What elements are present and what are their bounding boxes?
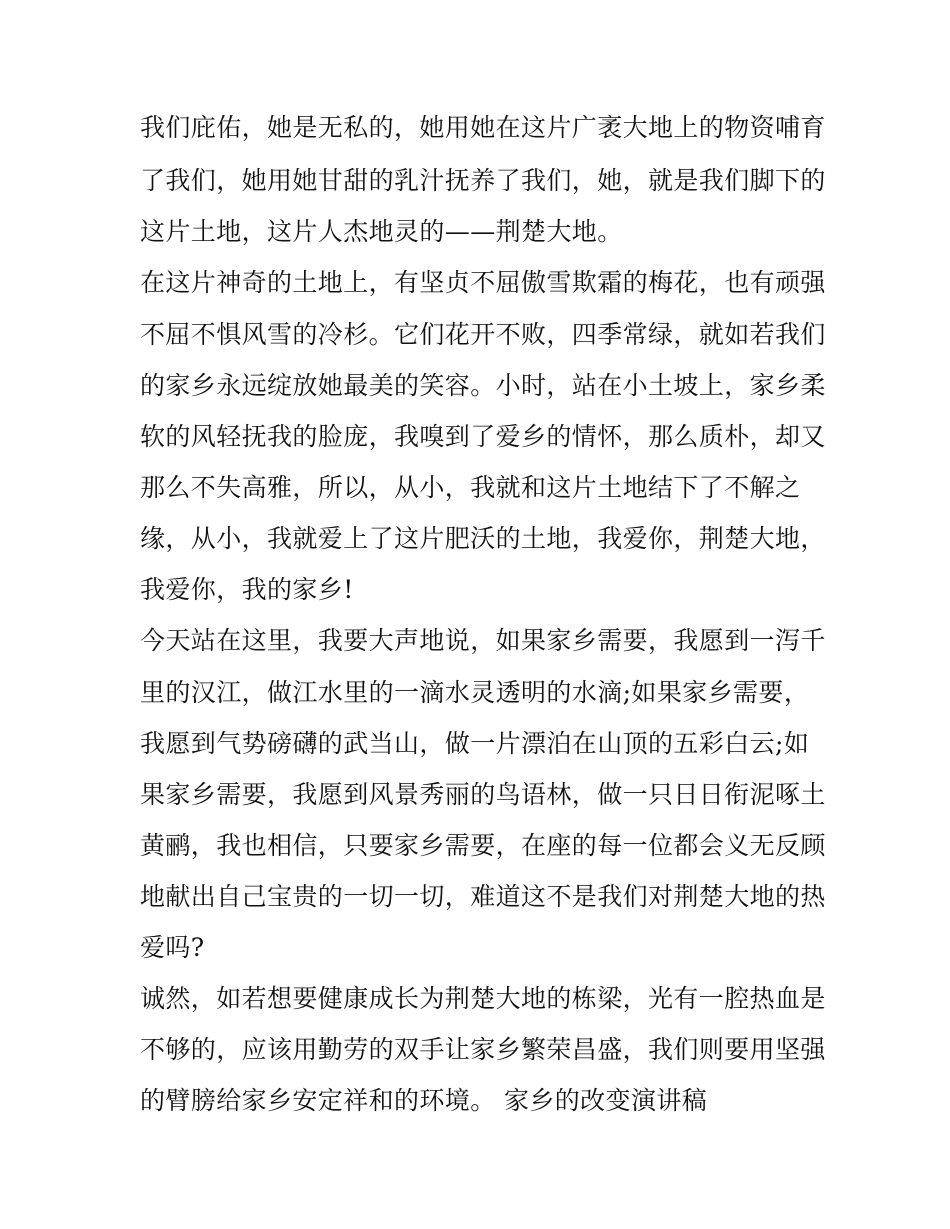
text-line: 我们庇佑，她是无私的，她用她在这片广袤大地上的物资哺育 (140, 113, 826, 142)
text-line: 我愿到气势磅礴的武当山，做一片漂泊在山顶的五彩白云;如 (140, 729, 810, 758)
text-line: 爱吗? (140, 933, 205, 962)
text-line: 的家乡永远绽放她最美的笑容。小时，站在小土坡上，家乡柔 (140, 371, 826, 400)
text-line: 我爱你，我的家乡! (140, 575, 354, 604)
text-line: 诚然，如若想要健康成长为荆楚大地的栋梁，光有一腔热血是 (140, 984, 826, 1013)
text-line: 在这片神奇的土地上，有坚贞不屈傲雪欺霜的梅花，也有顽强 (140, 268, 826, 297)
text-line: 不屈不惧风雪的冷杉。它们花开不败，四季常绿，就如若我们 (140, 320, 826, 349)
text-line: 了我们，她用她甘甜的乳汁抚养了我们，她，就是我们脚下的 (140, 166, 826, 195)
text-line: 这片土地，这片人杰地灵的——荆楚大地。 (140, 217, 623, 246)
text-line: 软的风轻抚我的脸庞，我嗅到了爱乡的情怀，那么质朴，却又 (140, 422, 826, 451)
text-line: 黄鹂，我也相信，只要家乡需要，在座的每一位都会义无反顾 (140, 831, 826, 860)
text-line: 的臂膀给家乡安定祥和的环境。 家乡的改变演讲稿 (140, 1086, 708, 1115)
text-line: 果家乡需要，我愿到风景秀丽的鸟语林，做一只日日衔泥啄土 (140, 780, 826, 809)
text-line: 缘，从小，我就爱上了这片肥沃的土地，我爱你，荆楚大地， (140, 524, 826, 553)
text-line: 今天站在这里，我要大声地说，如果家乡需要，我愿到一泻千 (140, 626, 826, 655)
text-line: 里的汉江，做江水里的一滴水灵透明的水滴;如果家乡需要， (140, 678, 810, 707)
text-line: 地献出自己宝贵的一切一切，难道这不是我们对荆楚大地的热 (140, 882, 826, 911)
text-line: 不够的，应该用勤劳的双手让家乡繁荣昌盛，我们则要用坚强 (140, 1035, 826, 1064)
text-line: 那么不失高雅，所以，从小，我就和这片土地结下了不解之 (140, 473, 801, 502)
